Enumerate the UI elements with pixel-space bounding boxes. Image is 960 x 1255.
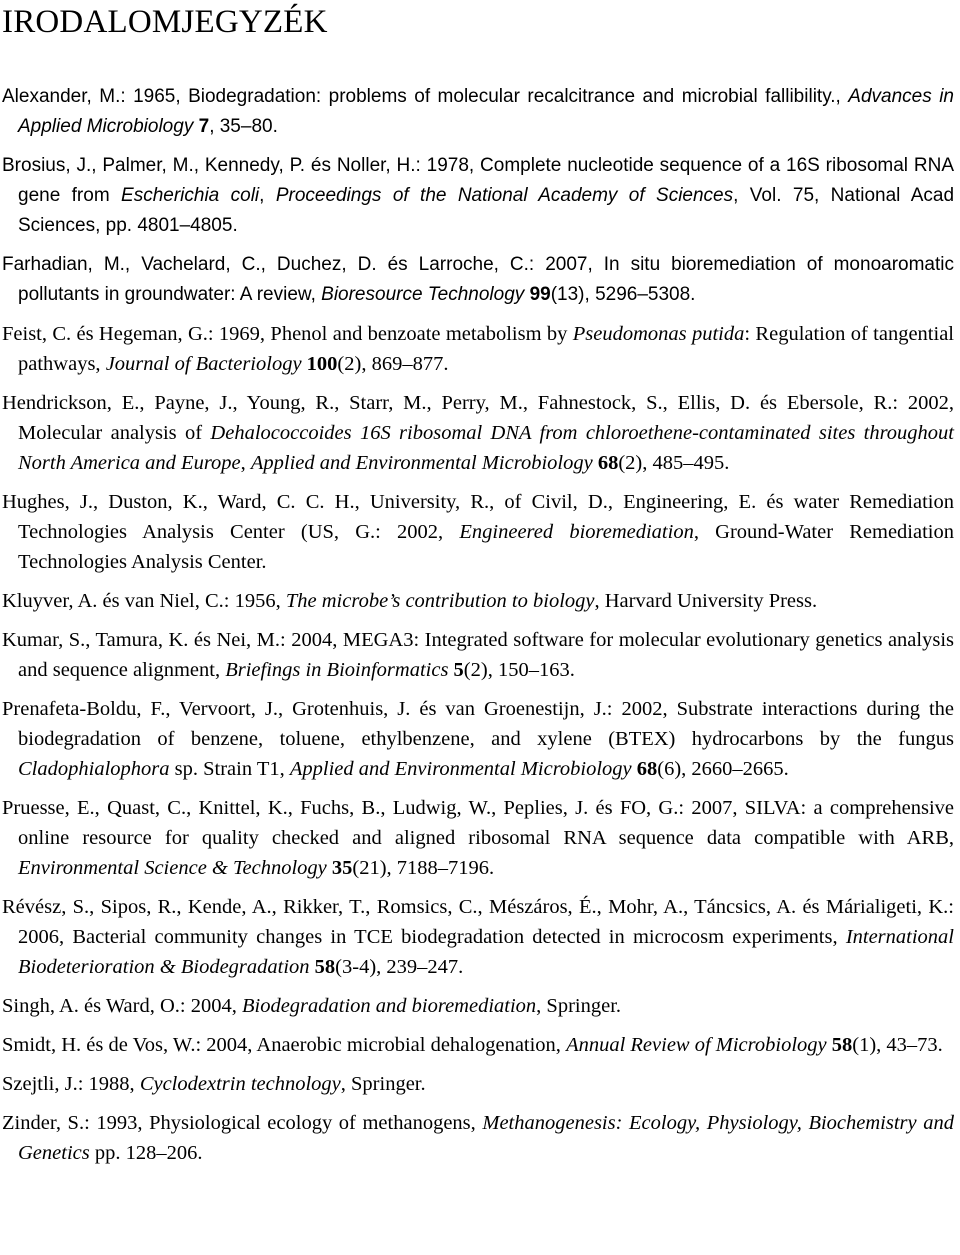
reference-entry [2,319,954,379]
reference-italic-text: Briefings in Bioinformatics [225,659,449,681]
reference-text: Pruesse, E., Quast, C., Knittel, K., Fuchs, B., Ludwig, W., Peplies, J. és FO, G.: 2007, SILVA: a comprehensive online resource for quality checked and aligned ribosomal RNA sequence data compatible with ARB, [2,797,954,849]
reference-volume: 5 [453,659,464,681]
reference-text: Alexander, M.: 1965, Biodegradation: problems of molecular recalcitrance and microbial fallibility., [2,86,849,107]
reference-entry [2,1069,954,1099]
reference-entry [2,625,954,685]
page-title: IRODALOMJEGYZÉK [2,4,328,40]
reference-entry [2,586,954,616]
reference-text: Feist, C. és Hegeman, G.: 1969, Phenol and benzoate metabolism by [2,323,573,345]
reference-italic-text: Applied and Environmental Microbiology [250,452,593,474]
reference-text: pp. 128–206. [89,1142,203,1164]
reference-text: Révész, S., Sipos, R., Kende, A., Rikker, T., Romsics, C., Mészáros, É., Mohr, A., Táncsics, A. és Márialigeti, K.: 2006, Bacterial community changes in TCE biodegradation detected in microcosm experiments, [2,896,954,948]
reference-entry [2,250,954,310]
reference-text: Singh, A. és Ward, O.: 2004, [2,995,242,1017]
reference-italic-text: Biodegradation and bioremediation [241,995,537,1017]
reference-entry [2,793,954,883]
reference-entry [2,388,954,478]
reference-entry [2,82,954,142]
reference-text: sp. Strain T1, [169,758,290,780]
reference-text: (2), 150–163. [463,659,575,681]
reference-entry [2,1108,954,1168]
reference-entry [2,892,954,982]
reference-text: Kumar, S., Tamura, K. és Nei, M.: 2004, MEGA3: Integrated software for molecular evolutionary genetics analysis and sequence alignment, [2,629,954,681]
reference-volume: 99 [529,284,551,305]
reference-text: (13), 5296–5308. [550,284,696,305]
reference-entry [2,487,954,577]
reference-italic-text: Environmental Science & Technology [18,857,327,879]
reference-volume: 58 [314,956,336,978]
reference-text: : Regulation of tangential pathways, [18,323,954,375]
reference-entry [2,991,954,1021]
reference-text: (21), 7188–7196. [352,857,495,879]
reference-text: Kluyver, A. és van Niel, C.: 1956, [2,590,286,612]
reference-text: (1), 43–73. [852,1034,943,1056]
reference-text: Hughes, J., Duston, K., Ward, C. C. H., University, R., of Civil, D., Engineering, E. és water Remediation Technologies Analysis Center (US, G.: 2002, [2,491,954,543]
reference-text: Smidt, H. és de Vos, W.: 2004, Anaerobic microbial dehalogenation, [2,1034,567,1056]
reference-italic-text: Advances in Applied Microbiology [18,86,954,137]
reference-text: (6), 2660–2665. [657,758,789,780]
reference-text: , Springer. [536,995,622,1017]
reference-italic-text: The microbe’s contribution to biology [285,590,595,612]
reference-text: Szejtli, J.: 1988, [2,1073,140,1095]
reference-text: , [259,185,276,206]
reference-volume: 58 [831,1034,853,1056]
reference-italic-text: Escherichia coli [121,185,260,206]
reference-text: , 35–80. [209,116,278,137]
reference-text: Farhadian, M., Vachelard, C., Duchez, D. és Larroche, C.: 2007, In situ bioremediation of monoaromatic pollutants in groundwater: A review, [2,254,954,305]
reference-entry [2,1030,954,1060]
reference-volume: 68 [597,452,619,474]
reference-italic-text: Cladophialophora [18,758,170,780]
reference-text: Zinder, S.: 1993, Physiological ecology of methanogens, [2,1112,483,1134]
reference-italic-text: Journal of Bacteriology [105,353,302,375]
reference-italic-text: Engineered bioremediation [459,521,694,543]
reference-list [2,82,954,1168]
reference-italic-text: Proceedings of the National Academy of Sciences [275,185,734,206]
reference-italic-text: International Biodeterioration & Biodegradation [18,926,954,978]
reference-text: Hendrickson, E., Payne, J., Young, R., Starr, M., Perry, M., Fahnestock, S., Ellis, D. és Ebersole, R.: 2002, Molecular analysis of [2,392,954,444]
reference-italic-text: Bioresource Technology [321,284,525,305]
reference-text: , Vol. 75, National Acad Sciences, pp. 4801–4805. [18,185,955,236]
reference-volume: 7 [198,116,210,137]
reference-entry [2,151,954,241]
reference-italic-text: Annual Review of Microbiology [566,1034,827,1056]
reference-text: (3-4), 239–247. [335,956,464,978]
reference-text: (2), 485–495. [618,452,730,474]
reference-text: , Harvard University Press. [594,590,818,612]
reference-text: , [240,452,251,474]
reference-volume: 68 [636,758,658,780]
reference-italic-text: Cyclodextrin technology [139,1073,341,1095]
reference-italic-text: Dehalococcoides 16S ribosomal DNA from chloroethene-contaminated sites throughout North America and Europe [18,422,954,474]
reference-text: , Ground-Water Remediation Technologies Analysis Center. [18,521,954,573]
reference-volume: 35 [331,857,353,879]
reference-italic-text: Applied and Environmental Microbiology [289,758,632,780]
reference-text: (2), 869–877. [337,353,449,375]
reference-italic-text: Pseudomonas putida [572,323,745,345]
reference-italic-text: Methanogenesis: Ecology, Physiology, Biochemistry and Genetics [18,1112,954,1164]
reference-text: , Springer. [340,1073,426,1095]
reference-volume: 100 [306,353,338,375]
reference-text: Brosius, J., Palmer, M., Kennedy, P. és Noller, H.: 1978, Complete nucleotide sequence of a 16S ribosomal RNA gene from [2,155,954,206]
reference-text: Prenafeta-Boldu, F., Vervoort, J., Grotenhuis, J. és van Groenestijn, J.: 2002, Substrate interactions during the biodegradation of benzene, toluene, ethylbenzene, and xylene (BTEX) hydrocarbons by the fungus [2,698,954,750]
reference-entry [2,694,954,784]
